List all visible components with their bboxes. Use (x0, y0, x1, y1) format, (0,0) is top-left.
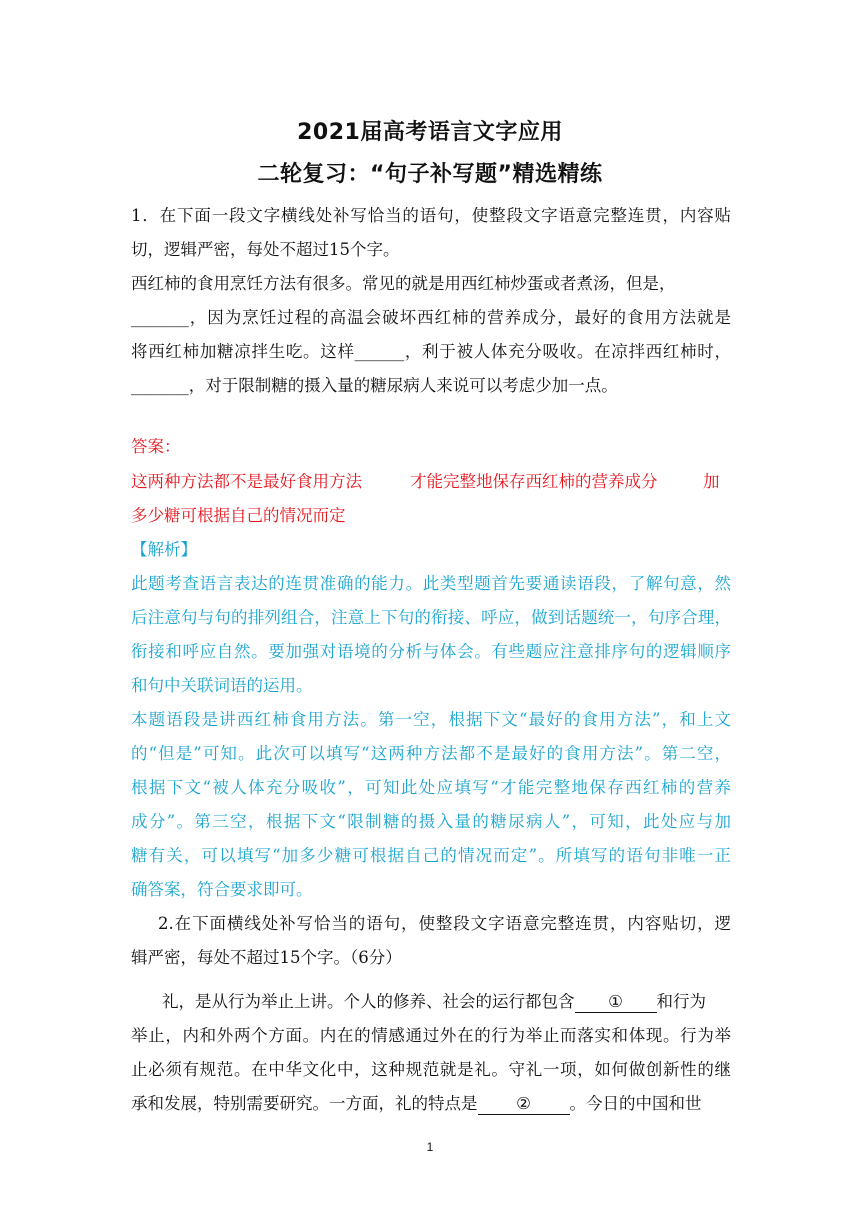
passage-text: 承和发展，特别需要研究。一方面，礼的特点是 (131, 1094, 478, 1113)
answer-3-continued: 多少糖可根据自己的情况而定 (131, 506, 346, 525)
question-2-prompt-line-2: 辑严密，每处不超过15个字。（6分） (131, 948, 402, 967)
question-2-passage-line-3: 止必须有规范。在中华文化中，这种规范就是礼。守礼一项，如何做创新性的继 (131, 1060, 731, 1079)
document-title: 2021届高考语言文字应用 (297, 120, 563, 145)
question-1-passage-line-2: _______，因为烹饪过程的高温会破坏西红柿的营养成分，最好的食用方法就是 (131, 308, 731, 327)
question-2-passage-line-2: 举止，内和外两个方面。内在的情感通过外在的行为举止而落实和体现。行为举 (131, 1026, 731, 1045)
answer-line-1 (131, 472, 731, 492)
analysis-line: 确答案，符合要求即可。 (131, 880, 313, 899)
page-number: 1 (426, 1140, 434, 1154)
document-subtitle: 二轮复习：“句子补写题”精选精练 (257, 162, 603, 187)
analysis-line: 和句中关联词语的运用。 (131, 676, 313, 695)
answer-2: 才能完整地保存西红柿的营养成分 (410, 472, 658, 491)
passage-text: 和行为 (656, 992, 706, 1011)
question-1-prompt-line-1: 1．在下面一段文字横线处补写恰当的语句，使整段文字语意完整连贯，内容贴 (131, 206, 731, 225)
question-1-passage-line-3: 将西红柿加糖凉拌生吃。这样______，利于被人体充分吸收。在凉拌西红柿时， (131, 342, 731, 361)
question-1-prompt-line-2: 切，逻辑严密，每处不超过15个字。 (131, 240, 400, 259)
analysis-line: 成分”。第三空，根据下文“限制糖的摄入量的糖尿病人”，可知，此处应与加 (131, 812, 731, 831)
analysis-line: 糖有关，可以填写“加多少糖可根据自己的情况而定”。所填写的语句非唯一正 (131, 846, 731, 865)
blank-2: ② (478, 1094, 570, 1115)
question-2-passage-line-1 (162, 992, 731, 1013)
passage-text: 礼，是从行为举止上讲。个人的修养、社会的运行都包含 (162, 992, 575, 1011)
question-1-passage-line-4: _______，对于限制糖的摄入量的糖尿病人来说可以考虑少加一点。 (131, 376, 618, 395)
analysis-line: 本题语段是讲西红柿食用方法。第一空，根据下文“最好的食用方法”，和上文 (131, 710, 731, 729)
passage-text: 。今日的中国和世 (569, 1094, 702, 1113)
analysis-line: 此题考查语言表达的连贯准确的能力。此类型题首先要通读语段，了解句意，然 (131, 574, 731, 593)
analysis-line: 根据下文“被人体充分吸收”，可知此处应填写“才能完整地保存西红柿的营养 (131, 778, 731, 797)
question-1-passage-line-1: 西红柿的食用烹饪方法有很多。常见的就是用西红柿炒蛋或者煮汤，但是， (131, 274, 676, 293)
blank-1: ① (575, 992, 657, 1013)
analysis-line: 的“但是”可知。此次可以填写“这两种方法都不是最好的食用方法”。第二空， (131, 744, 731, 763)
question-2-passage-line-4 (131, 1094, 731, 1115)
analysis-line: 后注意句与句的排列组合，注意上下句的衔接、呼应，做到话题统一，句序合理， (131, 608, 731, 627)
analysis-line: 衔接和呼应自然。要加强对语境的分析与体会。有些题应注意排序句的逻辑顺序 (131, 642, 731, 661)
answer-3-start: 加 (703, 472, 720, 491)
answer-1: 这两种方法都不是最好食用方法 (131, 472, 362, 491)
question-2-prompt-line-1: 2.在下面横线处补写恰当的语句，使整段文字语意完整连贯，内容贴切，逻 (158, 914, 731, 933)
answer-label: 答案： (131, 437, 181, 456)
analysis-label: 【解析】 (131, 540, 197, 559)
